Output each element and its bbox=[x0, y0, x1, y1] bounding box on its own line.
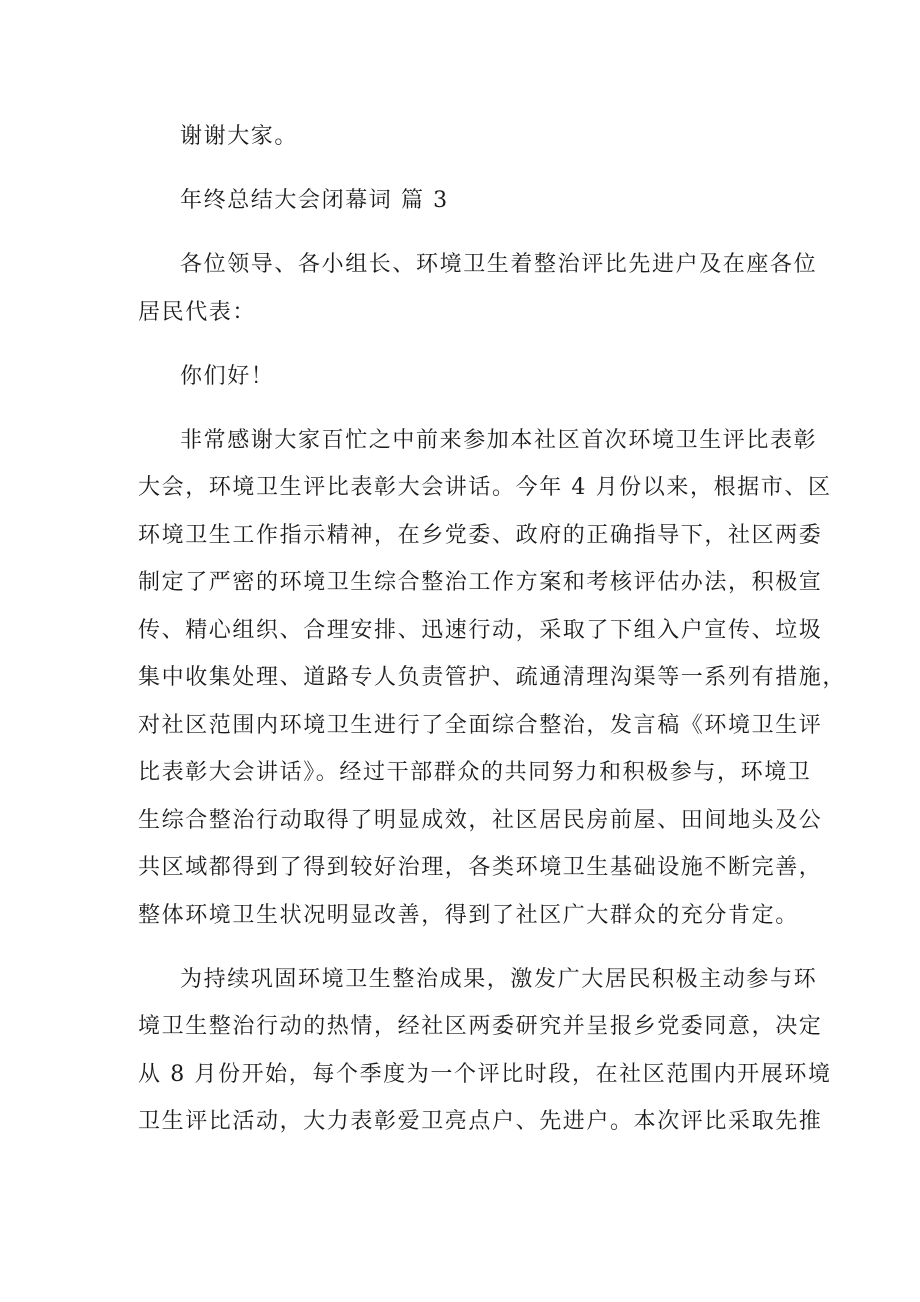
paragraph-2-line: 从 8 月份开始，每个季度为一个评比时段，在社区范围内开展环境 bbox=[138, 1062, 832, 1087]
paragraph-2-line: 境卫生整治行动的热情，经社区两委研究并呈报乡党委同意，决定 bbox=[138, 1014, 823, 1039]
paragraph-2-line: 卫生评比活动，大力表彰爱卫亮点户、先进户。本次评比采取先推 bbox=[138, 1109, 823, 1134]
paragraph-1-line: 集中收集处理、道路专人负责管护、疏通清理沟渠等一系列有措施， bbox=[138, 665, 847, 690]
paragraph-1-line: 制定了严密的环境卫生综合整治工作方案和考核评估办法，积极宣 bbox=[138, 570, 823, 595]
salutation-line-2: 居民代表： bbox=[138, 300, 257, 325]
paragraph-1-line: 共区域都得到了得到较好治理，各类环境卫生基础设施不断完善， bbox=[138, 855, 823, 880]
closing-line: 谢谢大家。 bbox=[180, 124, 299, 149]
greeting-line: 你们好！ bbox=[180, 364, 275, 389]
paragraph-2-line: 为持续巩固环境卫生整治成果，激发广大居民积极主动参与环 bbox=[180, 967, 818, 992]
salutation-line-1: 各位领导、各小组长、环境卫生着整治评比先进户及在座各位 bbox=[180, 252, 818, 277]
paragraph-1-line: 环境卫生工作指示精神，在乡党委、政府的正确指导下，社区两委 bbox=[138, 523, 823, 548]
section-heading: 年终总结大会闭幕词 篇 3 bbox=[180, 188, 449, 213]
paragraph-1-line: 整体环境卫生状况明显改善，得到了社区广大群众的充分肯定。 bbox=[138, 903, 799, 928]
paragraph-1-line: 非常感谢大家百忙之中前来参加本社区首次环境卫生评比表彰 bbox=[180, 428, 818, 453]
paragraph-1-line: 比表彰大会讲话》。经过干部群众的共同努力和积极参与，环境卫 bbox=[138, 760, 812, 785]
paragraph-1-line: 生综合整治行动取得了明显成效，社区居民房前屋、田间地头及公 bbox=[138, 808, 823, 833]
paragraph-1-line: 大会，环境卫生评比表彰大会讲话。今年 4 月份以来，根据市、区 bbox=[138, 475, 832, 500]
paragraph-1-line: 传、精心组织、合理安排、迅速行动，采取了下组入户宣传、垃圾 bbox=[138, 618, 823, 643]
paragraph-1-line: 对社区范围内环境卫生进行了全面综合整治，发言稿《环境卫生评 bbox=[138, 713, 823, 738]
